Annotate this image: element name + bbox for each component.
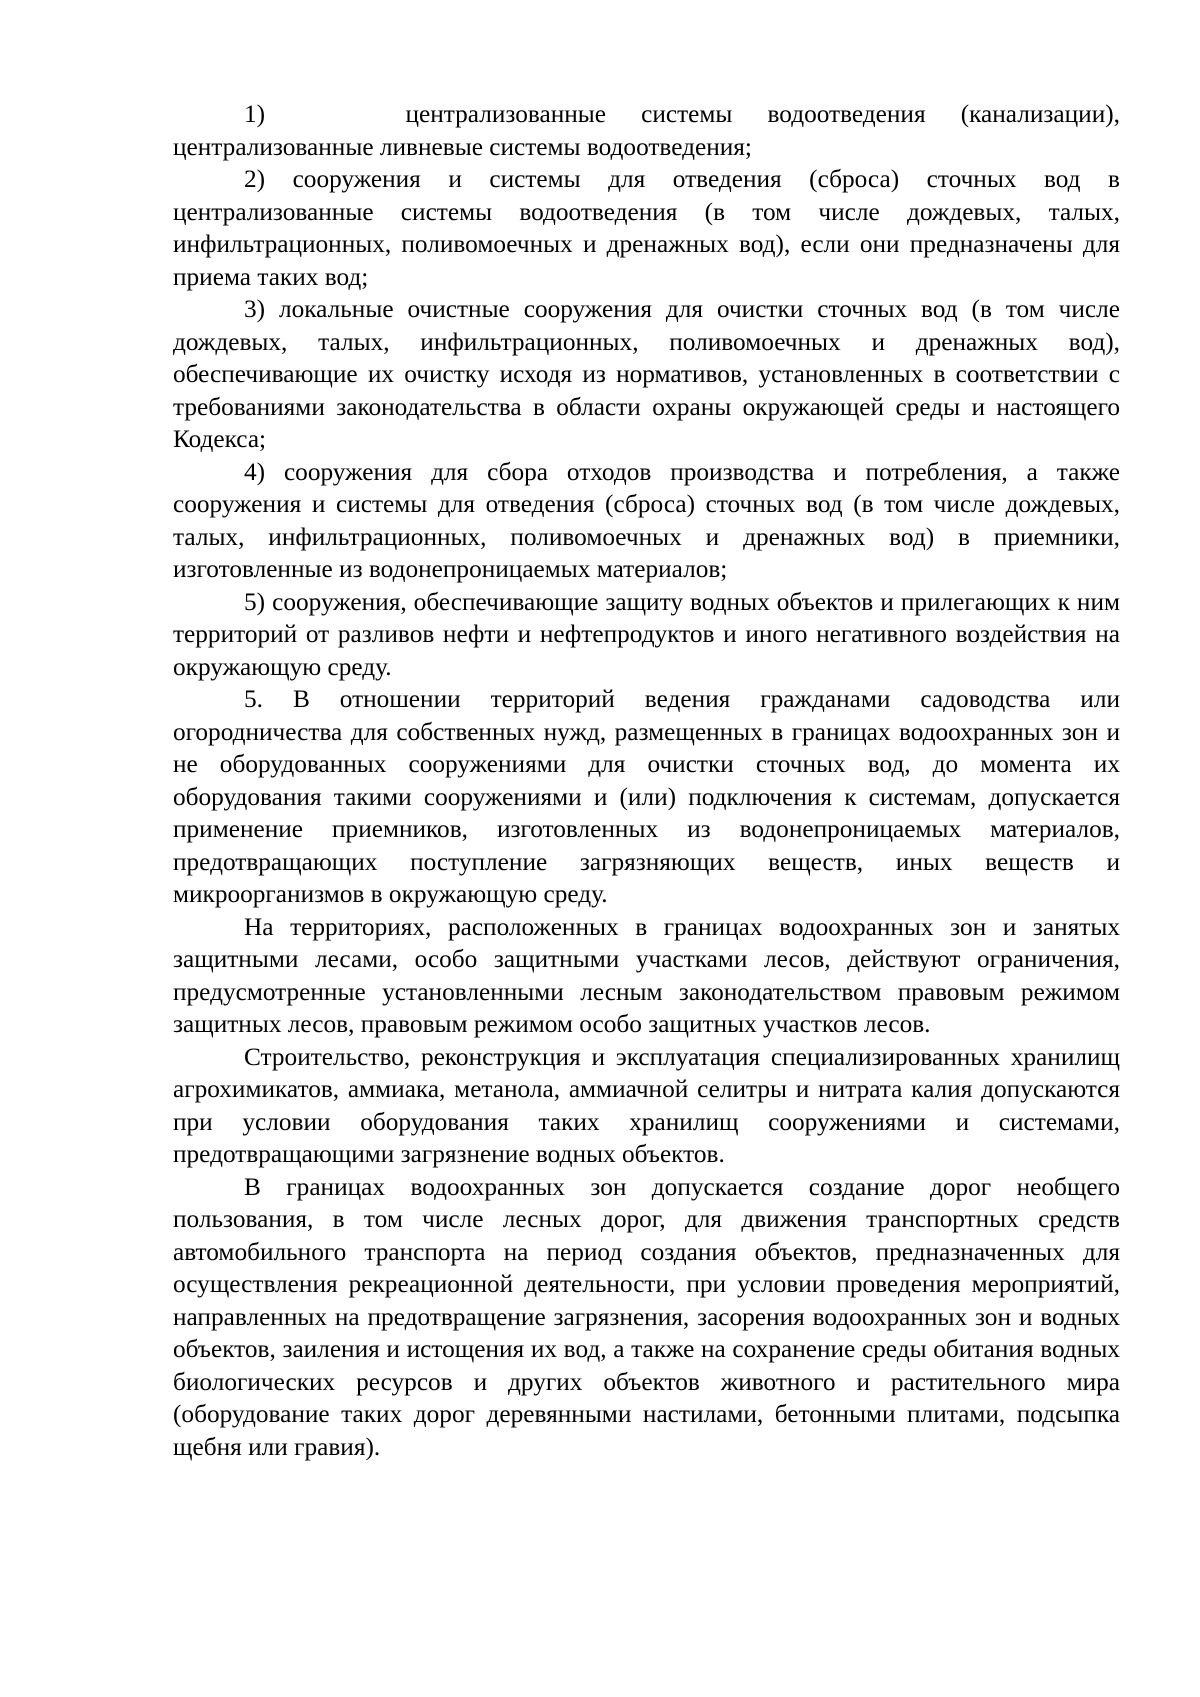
paragraph-item-2: 2) сооружения и системы для отведения (сброса) сточных вод в централизованные системы водоотведения (в том числе дождевых, талых, инфильтрационных, поливомоечных и дренажных вод), если они предназначены для приема таких вод; (173, 165, 1120, 291)
paragraph-item-3: 3) локальные очистные сооружения для очистки сточных вод (в том числе дождевых, талых, инфильтрационных, поливомоечных и дренажных вод), обеспечивающие их очистку исходя из нормативов, установленных в соответствии с требованиями законодательства в области охраны окружающей среды и настоящего Кодекса; (173, 295, 1120, 453)
paragraph-item-1: 1) централизованные системы водоотведения (канализации), централизованные ливневые системы водоотведения; (173, 100, 1120, 161)
paragraph-item-4: 4) сооружения для сбора отходов производства и потребления, а также сооружения и системы для отведения (сброса) сточных вод (в том числе дождевых, талых, инфильтрационных, поливомоечных и дренажных вод) в приемники, изготовленные из водонепроницаемых материалов; (173, 457, 1120, 583)
paragraph-item-5: 5) сооружения, обеспечивающие защиту водных объектов и прилегающих к ним территорий от разливов нефти и нефтепродуктов и иного негативного воздействия на окружающую среду. (173, 587, 1120, 681)
paragraph-roads: В границах водоохранных зон допускается создание дорог необщего пользования, в том числе лесных дорог, для движения транспортных средств автомобильного транспорта на период создания объектов, предназначенных для осуществления рекреационной деятельности, при условии проведения мероприятий, направленных на предотвращение загрязнения, засорения водоохранных зон и водных объектов, заиления и истощения их вод, а также на сохранение среды обитания водных биологических ресурсов и других объектов животного и растительного мира (оборудование таких дорог деревянными настилами, бетонными плитами, подсыпка щебня или гравия). (173, 1172, 1120, 1461)
paragraph-protective-forests: На территориях, расположенных в границах водоохранных зон и занятых защитными лесами, особо защитными участками лесов, действуют ограничения, предусмотренные установленными лесным законодательством правовым режимом защитных лесов, правовым режимом особо защитных участков лесов. (173, 912, 1120, 1038)
document-body (173, 98, 1120, 1463)
paragraph-storage-facilities: Строительство, реконструкция и эксплуатация специализированных хранилищ агрохимикатов, аммиака, метанола, аммиачной селитры и нитрата калия допускаются при условии оборудования таких хранилищ сооружениями и системами, предотвращающими загрязнение водных объектов. (173, 1042, 1120, 1168)
paragraph-section-5: 5. В отношении территорий ведения гражданами садоводства или огородничества для собственных нужд, размещенных в границах водоохранных зон и не оборудованных сооружениями для очистки сточных вод, до момента их оборудования такими сооружениями и (или) подключения к системам, допускается применение приемников, изготовленных из водонепроницаемых материалов, предотвращающих поступление загрязняющих веществ, иных веществ и микроорганизмов в окружающую среду. (173, 685, 1120, 908)
